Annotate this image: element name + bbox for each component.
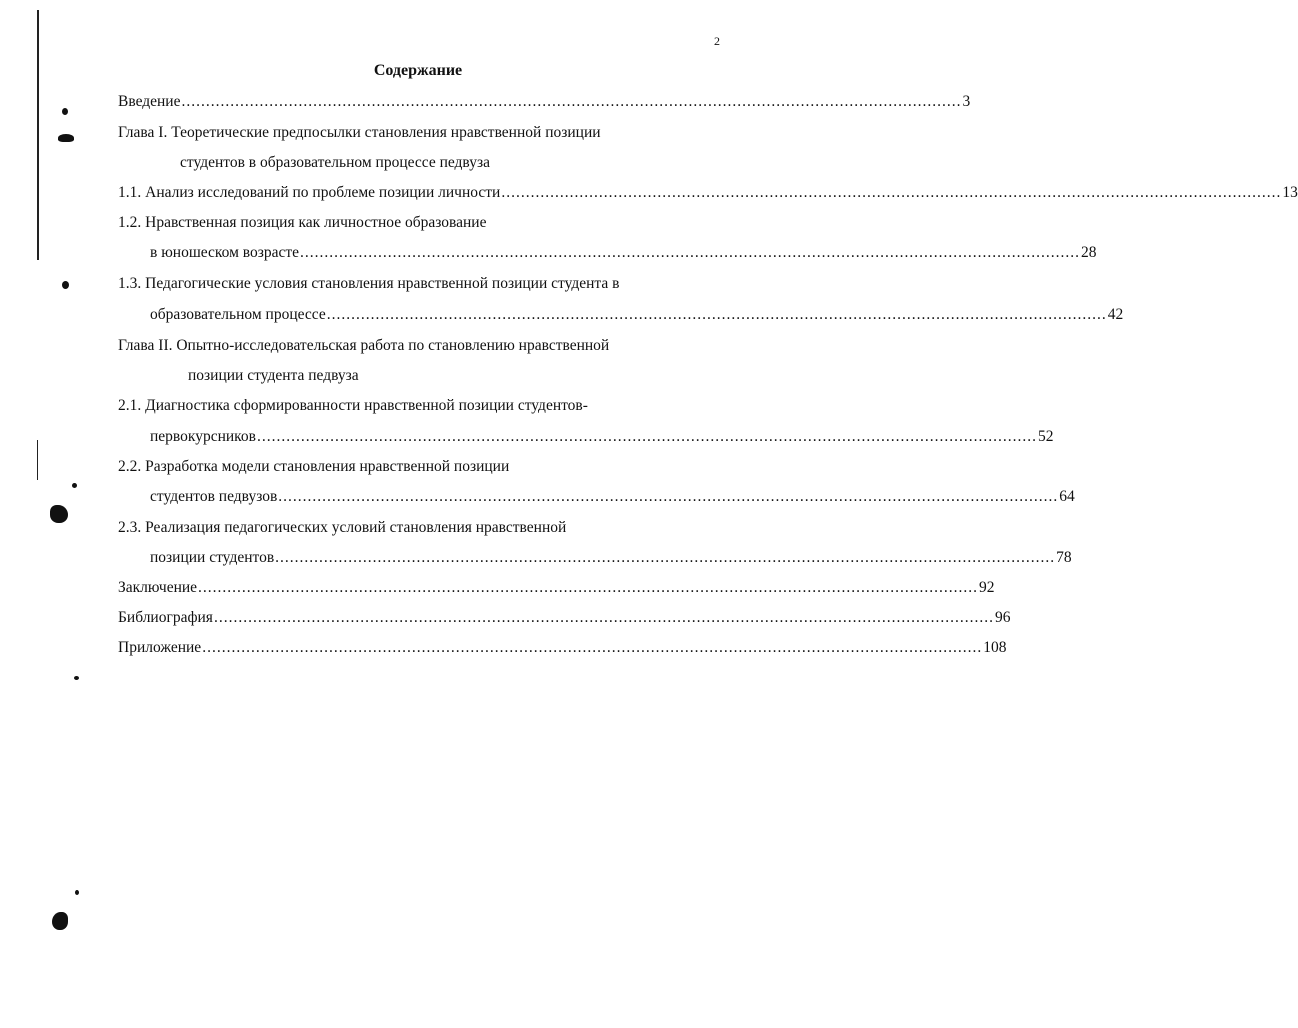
toc-entry-label: 1.1. Анализ исследований по проблеме позиции личности bbox=[118, 184, 501, 201]
toc-entry-1-3 bbox=[150, 305, 1124, 325]
toc-chapter1-heading: Глава I. Теоретические предпосылки становления нравственной позиции bbox=[118, 124, 601, 141]
toc-entry-page: 96 bbox=[994, 609, 1011, 626]
toc-entry-page: 28 bbox=[1081, 244, 1097, 261]
toc-entry-page: 42 bbox=[1107, 306, 1124, 323]
scan-blot bbox=[75, 890, 79, 895]
toc-entry-1-1 bbox=[118, 183, 1298, 203]
toc-entry-label: Библиография bbox=[118, 609, 213, 626]
scan-blot bbox=[74, 676, 79, 680]
scan-blot bbox=[62, 281, 69, 289]
toc-entry-2-3 bbox=[150, 548, 1072, 568]
toc-chapter1-heading-cont: студентов в образовательном процессе педвуза bbox=[180, 154, 490, 171]
scan-blot bbox=[50, 505, 68, 523]
scan-edge-line bbox=[37, 440, 38, 480]
scan-blot bbox=[62, 108, 68, 115]
toc-leader-dots: ................................................................................................................................................................ bbox=[501, 184, 1282, 201]
toc-entry-label: в юношеском возрасте bbox=[150, 244, 300, 261]
toc-entry-label: первокурсников bbox=[150, 428, 256, 445]
toc-entry-label: студентов педвузов bbox=[150, 488, 278, 505]
toc-entry-2-3-heading: 2.3. Реализация педагогических условий становления нравственной bbox=[118, 519, 567, 536]
scan-blot bbox=[58, 134, 74, 142]
toc-leader-dots: ................................................................................................................................................................ bbox=[300, 244, 1081, 261]
toc-entry-bibliography bbox=[118, 608, 1011, 628]
toc-entry-2-2 bbox=[150, 487, 1075, 507]
toc-entry-label: Приложение bbox=[118, 639, 202, 656]
toc-entry-page: 52 bbox=[1037, 428, 1054, 445]
toc-leader-dots: ................................................................................................................................................................ bbox=[181, 93, 962, 110]
toc-entry-2-1-heading: 2.1. Диагностика сформированности нравственной позиции студентов- bbox=[118, 397, 588, 414]
toc-chapter2-heading: Глава II. Опытно-исследовательская работа по становлению нравственной bbox=[118, 337, 610, 354]
toc-entry-2-1 bbox=[150, 427, 1054, 447]
toc-leader-dots: ................................................................................................................................................................ bbox=[256, 428, 1037, 445]
scan-blot bbox=[52, 912, 68, 930]
toc-entry-page: 92 bbox=[979, 579, 995, 596]
toc-entry-2-2-heading: 2.2. Разработка модели становления нравственной позиции bbox=[118, 458, 510, 475]
toc-leader-dots: ................................................................................................................................................................ bbox=[275, 549, 1056, 566]
scan-edge-line bbox=[37, 10, 39, 260]
page-number: 2 bbox=[714, 34, 720, 48]
toc-leader-dots: ................................................................................................................................................................ bbox=[213, 609, 994, 626]
toc-entry-1-2-heading: 1.2. Нравственная позиция как личностное образование bbox=[118, 214, 487, 231]
toc-entry-page: 108 bbox=[983, 639, 1007, 656]
toc-entry-appendix bbox=[118, 638, 1007, 658]
toc-entry-page: 13 bbox=[1282, 184, 1298, 201]
toc-leader-dots: ................................................................................................................................................................ bbox=[202, 639, 983, 656]
toc-entry-label: образовательном процессе bbox=[150, 306, 326, 323]
scan-blot bbox=[72, 483, 77, 488]
toc-leader-dots: ................................................................................................................................................................ bbox=[326, 306, 1107, 323]
toc-entry-page: 64 bbox=[1059, 488, 1075, 505]
toc-entry-intro bbox=[118, 92, 971, 112]
toc-entry-1-3-heading: 1.3. Педагогические условия становления нравственной позиции студента в bbox=[118, 275, 620, 292]
toc-entry-page: 78 bbox=[1056, 549, 1072, 566]
toc-title: Содержание bbox=[373, 62, 463, 79]
toc-leader-dots: ................................................................................................................................................................ bbox=[278, 488, 1059, 505]
toc-entry-page: 3 bbox=[962, 93, 971, 110]
toc-entry-conclusion bbox=[118, 578, 995, 598]
toc-entry-1-2 bbox=[150, 243, 1097, 263]
toc-chapter2-heading-cont: позиции студента педвуза bbox=[188, 367, 359, 384]
toc-leader-dots: ................................................................................................................................................................ bbox=[198, 579, 979, 596]
toc-entry-label: позиции студентов bbox=[150, 549, 275, 566]
toc-entry-label: Заключение bbox=[118, 579, 198, 596]
toc-entry-label: Введение bbox=[118, 93, 181, 110]
